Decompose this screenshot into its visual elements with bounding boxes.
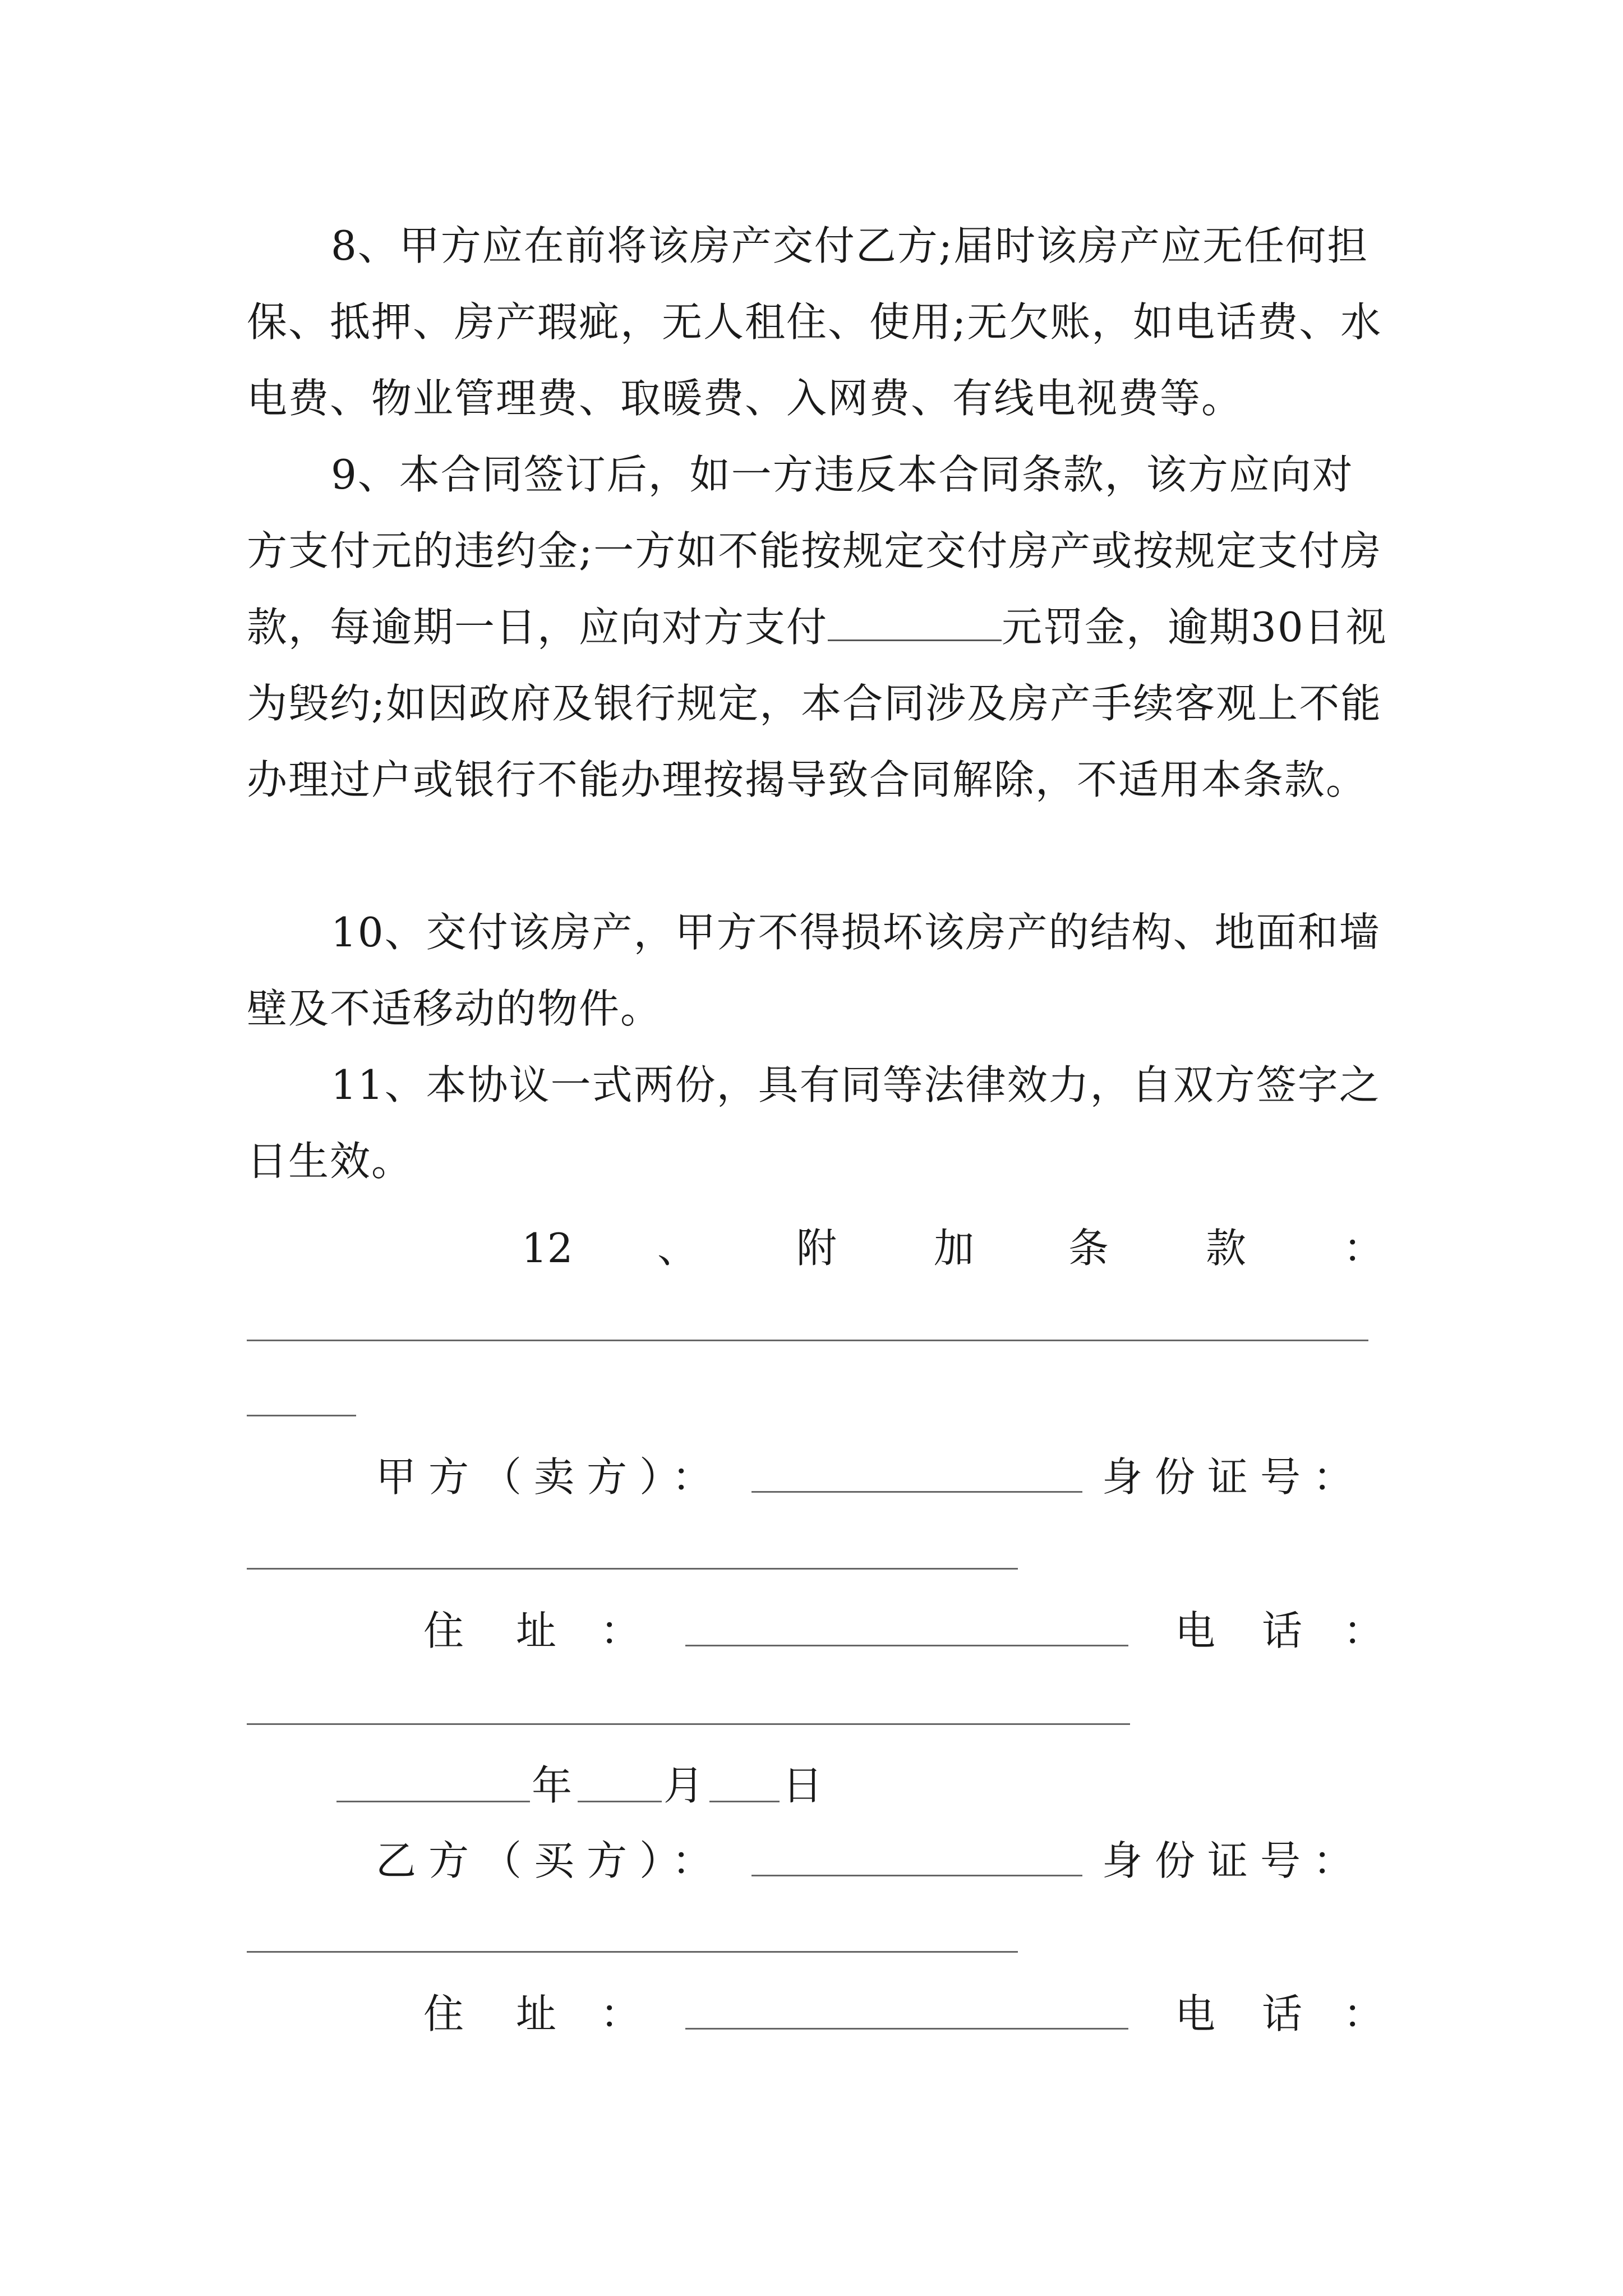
date-month-label: 月 bbox=[663, 1762, 704, 1809]
date-year-blank bbox=[336, 1801, 530, 1802]
party-b-phone-colon: ： bbox=[1343, 1990, 1384, 2037]
date-day-blank bbox=[709, 1801, 780, 1802]
party-b-address-char-2: 址 bbox=[516, 1990, 557, 2037]
clause-8: 8、甲方应在前将该房产交付乙方;届时该房产应无任何担保、抵押、房产瑕疵，无人租住、使用;无欠账，如电话费、水电费、物业管理费、取暖费、入网费、有线电视费等。 bbox=[247, 222, 1382, 422]
penalty-amount-blank bbox=[828, 611, 1002, 641]
party-a-address-char-1: 住 bbox=[423, 1607, 464, 1654]
party-b-id-label: 身份证号： bbox=[1102, 1837, 1366, 1884]
party-a-phone-char-1: 电 bbox=[1175, 1607, 1216, 1654]
party-a-label: 甲方（卖方）： bbox=[376, 1453, 725, 1501]
party-a-address-colon: ： bbox=[600, 1607, 641, 1654]
party-b-row bbox=[0, 1830, 1623, 1892]
clause-12-separator: 、 bbox=[657, 1225, 698, 1272]
party-a-address-char-2: 址 bbox=[516, 1607, 557, 1654]
party-a-phone-colon: ： bbox=[1343, 1607, 1384, 1654]
party-b-phone-char-1: 电 bbox=[1175, 1990, 1216, 2037]
party-b-address-char-1: 住 bbox=[423, 1990, 464, 2037]
clause-9-part-2: 元罚金，逾期30日视为毁约;如因政府及银行规定，本合同涉及房产手续客观上不能办理过户或银行不能办理按揭导致合同解除，不适用本条款。 bbox=[247, 604, 1387, 803]
party-b-address-colon: ： bbox=[600, 1990, 641, 2037]
additional-terms-line-1 bbox=[247, 1340, 1368, 1341]
clause-12-char-4: 款 bbox=[1206, 1225, 1247, 1272]
clause-12-char-2: 加 bbox=[934, 1225, 975, 1272]
party-a-row bbox=[0, 1446, 1623, 1508]
clause-12-number: 12 bbox=[522, 1225, 573, 1272]
party-b-phone-char-2: 话 bbox=[1262, 1990, 1303, 2037]
party-a-address-line bbox=[685, 1645, 1128, 1646]
party-b-name-line bbox=[751, 1875, 1082, 1876]
clause-11: 11、本协议一式两份，具有同等法律效力，自双方签字之日生效。 bbox=[247, 1061, 1381, 1185]
date-row bbox=[0, 1755, 1623, 1816]
clause-9 bbox=[247, 436, 1391, 818]
party-a-id-label: 身份证号： bbox=[1102, 1453, 1366, 1501]
clause-12-char-1: 附 bbox=[796, 1225, 837, 1272]
date-year-label: 年 bbox=[532, 1762, 573, 1809]
party-a-name-line bbox=[751, 1491, 1082, 1493]
party-a-address-row bbox=[0, 1600, 1623, 1662]
party-b-address-line bbox=[685, 2028, 1128, 2030]
additional-terms-line-2 bbox=[247, 1415, 356, 1416]
date-month-blank bbox=[578, 1801, 662, 1802]
clause-12-colon: ： bbox=[1343, 1225, 1384, 1272]
party-a-id-line bbox=[247, 1568, 1018, 1570]
date-day-label: 日 bbox=[782, 1762, 823, 1809]
clause-10: 10、交付该房产，甲方不得损坏该房产的结构、地面和墙壁及不适移动的物件。 bbox=[247, 909, 1381, 1032]
party-b-label: 乙方（买方）： bbox=[376, 1837, 725, 1884]
party-a-phone-line bbox=[247, 1723, 1130, 1725]
clause-9-part-1: 9、本合同签订后，如一方违反本合同条款，该方应向对方支付元的违约金;一方如不能按规定交付房产或按规定支付房款，每逾期一日，应向对方支付 bbox=[247, 451, 1382, 651]
party-b-id-line bbox=[247, 1951, 1018, 1953]
party-b-address-row bbox=[0, 1983, 1623, 2045]
clause-12-char-3: 条 bbox=[1068, 1225, 1109, 1272]
clause-12-heading bbox=[0, 1217, 1623, 1279]
party-a-phone-char-2: 话 bbox=[1262, 1607, 1303, 1654]
